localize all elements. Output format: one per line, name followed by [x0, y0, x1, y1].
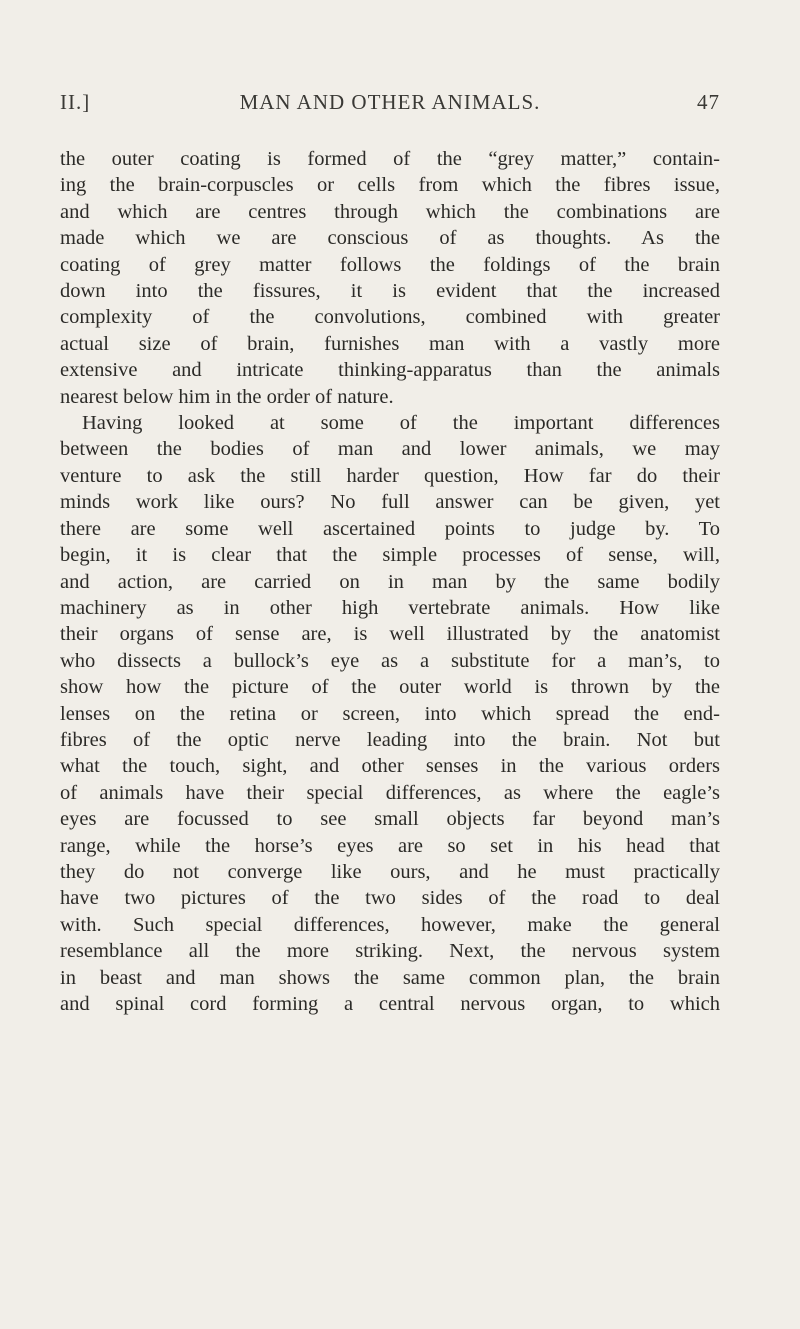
chapter-number: II.] [60, 90, 91, 114]
text-line: and action, are carried on in man by the same bodily [60, 570, 720, 593]
text-line: nearest below him in the order of nature. [60, 385, 394, 408]
text-line: they do not converge like ours, and he must practically [60, 860, 720, 883]
text-line: begin, it is clear that the simple processes of sense, will, [60, 544, 720, 567]
text-line: fibres of the optic nerve leading into the brain. Not but [60, 728, 720, 751]
text-line: Having looked at some of the important differences [82, 412, 720, 435]
text-line: with. Such special differences, however, make the general [60, 913, 720, 936]
body-text [60, 146, 720, 1017]
text-line: down into the fissures, it is evident that the increased [60, 280, 720, 303]
running-header [60, 90, 720, 120]
text-line: there are some well ascertained points to judge by. To [60, 517, 720, 540]
page-number: 47 [697, 90, 720, 114]
text-line: have two pictures of the two sides of the road to deal [60, 887, 720, 910]
text-line: and which are centres through which the combinations are [60, 200, 720, 223]
text-line: actual size of brain, furnishes man with a vastly more [60, 332, 720, 355]
text-line: machinery as in other high vertebrate animals. How like [60, 596, 720, 619]
text-line: their organs of sense are, is well illustrated by the anatomist [60, 623, 720, 646]
text-line: extensive and intricate thinking-apparatus than the animals [60, 359, 720, 382]
text-line: the outer coating is formed of the “grey matter,” contain- [60, 148, 720, 170]
text-line: in beast and man shows the same common plan, the brain [60, 966, 720, 989]
text-line: lenses on the retina or screen, into which spread the end- [60, 702, 720, 725]
text-line: ing the brain-corpuscles or cells from which the fibres issue, [60, 174, 720, 197]
text-line: venture to ask the still harder question, How far do their [60, 464, 720, 487]
text-line: complexity of the convolutions, combined with greater [60, 306, 720, 329]
text-line: coating of grey matter follows the foldings of the brain [60, 253, 720, 276]
text-line: range, while the horse’s eyes are so set in his head that [60, 834, 720, 857]
running-title: MAN AND OTHER ANIMALS. [239, 90, 541, 114]
text-line: of animals have their special differences, as where the eagle’s [60, 781, 720, 804]
text-line: eyes are focussed to see small objects far beyond man’s [60, 808, 720, 831]
text-line: made which we are conscious of as thoughts. As the [60, 227, 720, 250]
text-line: minds work like ours? No full answer can be given, yet [60, 491, 720, 514]
text-line: who dissects a bullock’s eye as a substitute for a man’s, to [60, 649, 720, 672]
text-line: show how the picture of the outer world is thrown by the [60, 676, 720, 699]
text-line: what the touch, sight, and other senses in the various orders [60, 755, 720, 778]
text-line: between the bodies of man and lower animals, we may [60, 438, 720, 461]
text-line: resemblance all the more striking. Next, the nervous system [60, 940, 720, 963]
text-line: and spinal cord forming a central nervous organ, to which [60, 993, 720, 1015]
